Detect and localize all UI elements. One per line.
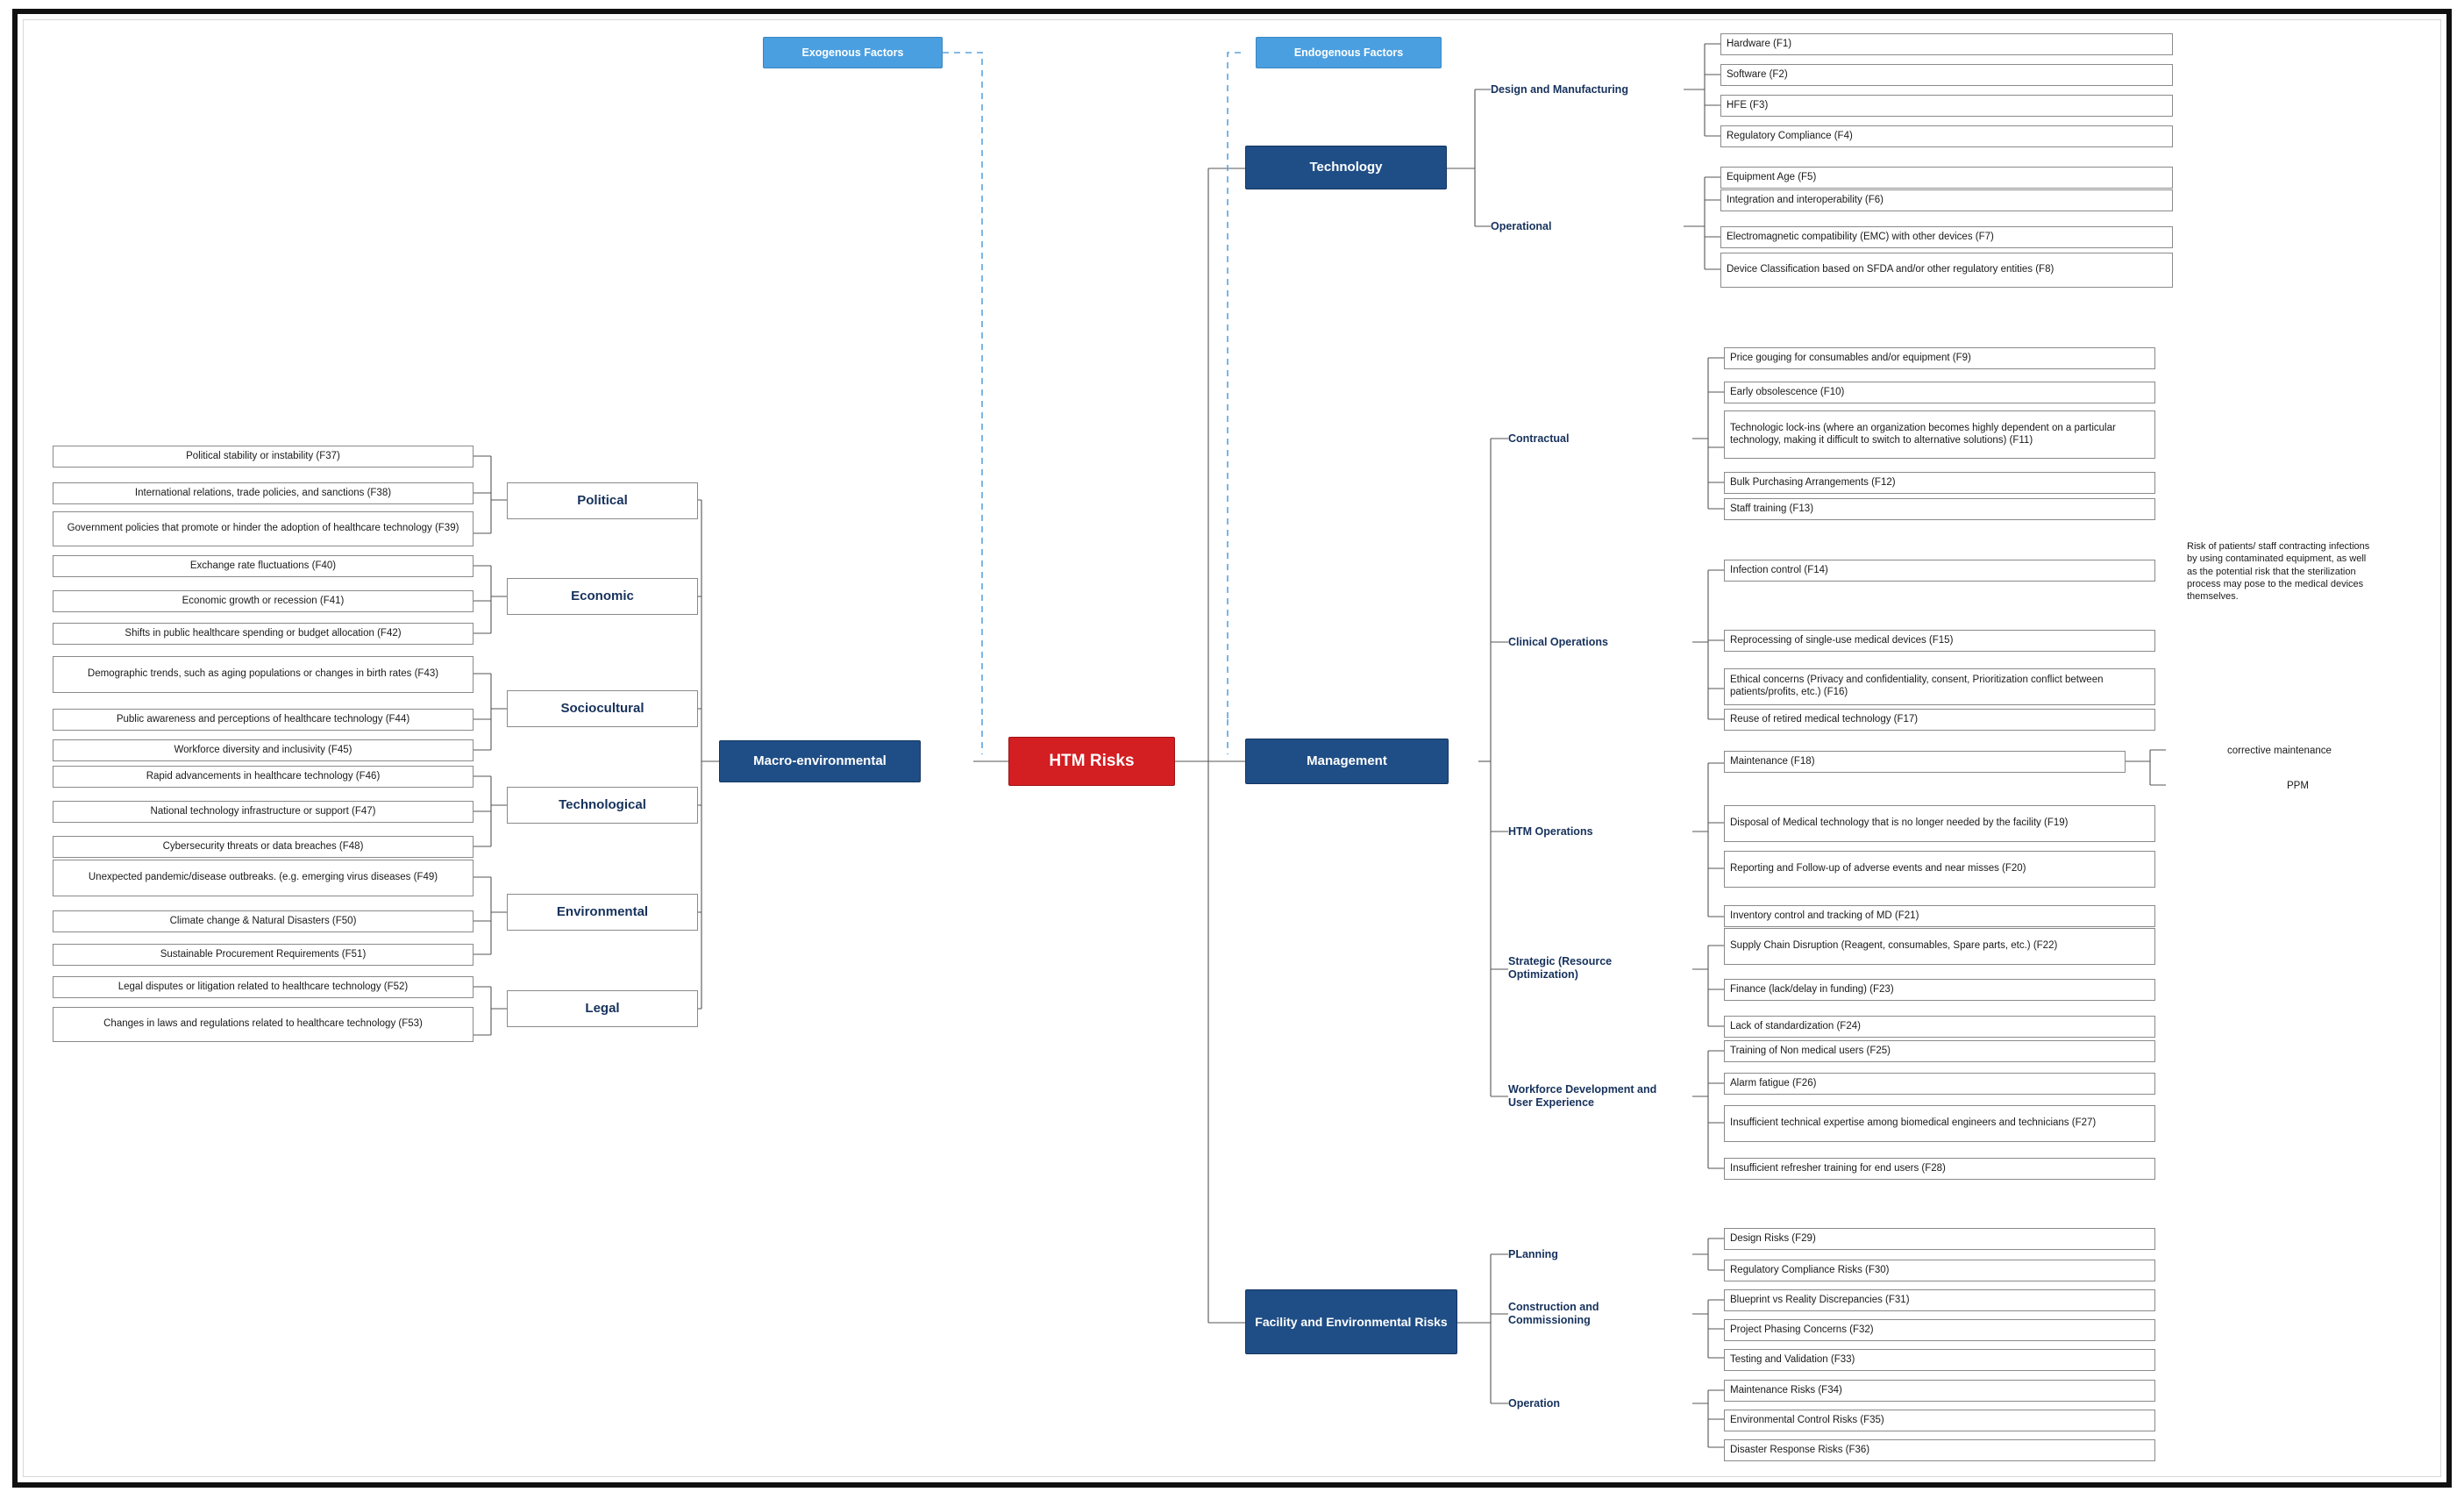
leaf-f25-label: Training of Non medical users (F25) [1730, 1045, 1891, 1056]
leaf-f28[interactable] [1724, 1158, 2155, 1180]
leaf-f31-label: Blueprint vs Reality Discrepancies (F31) [1730, 1294, 1910, 1305]
leaf-f30-label: Regulatory Compliance Risks (F30) [1730, 1264, 1890, 1275]
group-planning[interactable] [1508, 1244, 1684, 1265]
leaf-f14-label: Infection control (F14) [1730, 564, 1828, 575]
pestel-sociocultural[interactable] [507, 690, 698, 727]
leaf-f51-label: Sustainable Procurement Requirements (F51) [160, 948, 367, 960]
leaf-f19-label: Disposal of Medical technology that is no longer needed by the facility (F19) [1730, 817, 2069, 829]
leaf-f36-label: Disaster Response Risks (F36) [1730, 1444, 1870, 1455]
leaf-f24-label: Lack of standardization (F24) [1730, 1020, 1861, 1031]
leaf-f13[interactable] [1724, 498, 2155, 520]
leaf-f38[interactable] [53, 482, 474, 504]
pestel-legal[interactable] [507, 990, 698, 1027]
leaf-f41[interactable] [53, 590, 474, 612]
leaf-f16[interactable] [1724, 668, 2155, 705]
pestel-economic-label: Economic [571, 589, 634, 604]
leaf-f52[interactable] [53, 976, 474, 998]
leaf-f26[interactable] [1724, 1073, 2155, 1095]
group-operational[interactable] [1491, 216, 1679, 237]
leaf-f8[interactable] [1720, 253, 2173, 288]
leaf-f15[interactable] [1724, 630, 2155, 652]
group-design-and-manufacturing-label: Design and Manufacturing [1491, 82, 1628, 96]
leaf-f45-label: Workforce diversity and inclusivity (F45) [174, 744, 353, 755]
leaf-f20[interactable] [1724, 851, 2155, 888]
leaf-f31[interactable] [1724, 1289, 2155, 1311]
branch-facility-label: Facility and Environmental Risks [1255, 1314, 1448, 1329]
leaf-f27-label: Insufficient technical expertise among biomedical engineers and technicians (F27) [1730, 1117, 2097, 1129]
leaf-f37-label: Political stability or instability (F37) [186, 450, 340, 461]
leaf-f3[interactable] [1720, 95, 2173, 117]
pestel-economic[interactable] [507, 578, 698, 615]
leaf-f18-label: Maintenance (F18) [1730, 755, 1815, 767]
maintenance-ppm-label: PPM [2287, 781, 2309, 791]
leaf-f5-label: Equipment Age (F5) [1727, 171, 1817, 182]
leaf-f9-label: Price gouging for consumables and/or equipment (F9) [1730, 352, 1971, 363]
maintenance-corrective-label: corrective maintenance [2227, 746, 2332, 756]
leaf-f23-label: Finance (lack/delay in funding) (F23) [1730, 983, 1894, 995]
center-node-label: HTM Risks [1049, 751, 1135, 770]
leaf-f11[interactable] [1724, 410, 2155, 459]
group-operation-label: Operation [1508, 1396, 1561, 1410]
pestel-legal-label: Legal [585, 1001, 620, 1017]
pestel-sociocultural-label: Sociocultural [560, 701, 644, 717]
leaf-f12[interactable] [1724, 472, 2155, 494]
group-contractual[interactable] [1508, 428, 1684, 449]
pestel-environmental[interactable] [507, 894, 698, 931]
group-clinical-operations[interactable] [1508, 632, 1684, 653]
leaf-f48[interactable] [53, 836, 474, 858]
maintenance-subitem-ppm [2287, 780, 2309, 792]
leaf-f49[interactable] [53, 860, 474, 896]
leaf-f22-label: Supply Chain Disruption (Reagent, consumables, Spare parts, etc.) (F22) [1730, 940, 2058, 952]
leaf-f15-label: Reprocessing of single-use medical devices (F15) [1730, 634, 1954, 646]
leaf-f2-label: Software (F2) [1727, 68, 1788, 80]
leaf-f21[interactable] [1724, 905, 2155, 927]
leaf-f41-label: Economic growth or recession (F41) [182, 595, 345, 606]
leaf-f43[interactable] [53, 656, 474, 693]
leaf-f3-label: HFE (F3) [1727, 99, 1769, 111]
branch-technology-label: Technology [1309, 160, 1383, 175]
leaf-f7[interactable] [1720, 226, 2173, 248]
leaf-f52-label: Legal disputes or litigation related to healthcare technology (F52) [118, 981, 409, 992]
branch-macro-environmental[interactable] [719, 740, 921, 782]
leaf-f53[interactable] [53, 1007, 474, 1042]
infection-control-note [2187, 540, 2371, 603]
leaf-f29-label: Design Risks (F29) [1730, 1232, 1816, 1244]
group-planning-label: PLanning [1508, 1247, 1558, 1260]
leaf-f2[interactable] [1720, 64, 2173, 86]
leaf-f48-label: Cybersecurity threats or data breaches (F48) [162, 840, 364, 852]
leaf-f6[interactable] [1720, 189, 2173, 211]
leaf-f10-label: Early obsolescence (F10) [1730, 386, 1845, 397]
leaf-f38-label: International relations, trade policies, and sanctions (F38) [134, 487, 392, 498]
leaf-f34[interactable] [1724, 1380, 2155, 1402]
leaf-f18-maintenance[interactable] [1724, 751, 2126, 773]
branch-technology[interactable] [1245, 146, 1447, 189]
leaf-f32[interactable] [1724, 1319, 2155, 1341]
leaf-f9[interactable] [1724, 347, 2155, 369]
pestel-environmental-label: Environmental [556, 904, 649, 920]
group-htm-operations[interactable] [1508, 821, 1684, 842]
branch-management-label: Management [1307, 753, 1387, 769]
leaf-f13-label: Staff training (F13) [1730, 503, 1814, 514]
group-design-and-manufacturing[interactable] [1491, 79, 1679, 100]
flag-endogenous-label: Endogenous Factors [1293, 46, 1404, 59]
leaf-f26-label: Alarm fatigue (F26) [1730, 1077, 1817, 1089]
leaf-f39-label: Government policies that promote or hinder the adoption of healthcare technology (F39) [67, 523, 459, 534]
leaf-f32-label: Project Phasing Concerns (F32) [1730, 1324, 1874, 1335]
maintenance-subitem-corrective [2227, 745, 2332, 757]
group-construction-label: Construction and Commissioning [1508, 1301, 1599, 1326]
leaf-f47-label: National technology infrastructure or support (F47) [150, 805, 376, 817]
leaf-f4-label: Regulatory Compliance (F4) [1727, 130, 1853, 141]
flag-endogenous-factors[interactable] [1256, 37, 1442, 68]
leaf-f43-label: Demographic trends, such as aging populations or changes in birth rates (F43) [87, 668, 439, 680]
branch-macro-label: Macro-environmental [753, 753, 887, 769]
leaf-f25[interactable] [1724, 1040, 2155, 1062]
group-operation[interactable] [1508, 1393, 1684, 1414]
leaf-f51[interactable] [53, 944, 474, 966]
leaf-f1-label: Hardware (F1) [1727, 38, 1792, 49]
leaf-f4[interactable] [1720, 125, 2173, 147]
pestel-technological[interactable] [507, 787, 698, 824]
leaf-f21-label: Inventory control and tracking of MD (F21) [1730, 910, 1919, 921]
leaf-f35-label: Environmental Control Risks (F35) [1730, 1414, 1884, 1425]
leaf-f5[interactable] [1720, 167, 2173, 189]
group-workforce-label: Workforce Development and User Experience [1508, 1083, 1657, 1109]
leaf-f17-label: Reuse of retired medical technology (F17) [1730, 713, 1919, 725]
leaf-f36[interactable] [1724, 1439, 2155, 1461]
leaf-f24[interactable] [1724, 1016, 2155, 1038]
leaf-f20-label: Reporting and Follow-up of adverse events and near misses (F20) [1730, 863, 2026, 874]
leaf-f35[interactable] [1724, 1410, 2155, 1431]
leaf-f6-label: Integration and interoperability (F6) [1727, 194, 1884, 205]
group-workforce-development-user-experience[interactable] [1508, 1077, 1680, 1116]
leaf-f33[interactable] [1724, 1349, 2155, 1371]
leaf-f11-label: Technologic lock-ins (where an organization becomes highly dependent on a particular technology, making it difficult to switch to alternative solutions) (F11) [1730, 422, 2116, 446]
group-strategic-resource-optimization[interactable] [1508, 949, 1680, 988]
leaf-f30[interactable] [1724, 1260, 2155, 1281]
leaf-f42[interactable] [53, 623, 474, 645]
leaf-f46[interactable] [53, 766, 474, 788]
leaf-f29[interactable] [1724, 1228, 2155, 1250]
leaf-f10[interactable] [1724, 382, 2155, 403]
leaf-f44-label: Public awareness and perceptions of healthcare technology (F44) [116, 713, 410, 725]
leaf-f40[interactable] [53, 555, 474, 577]
leaf-f8-label: Device Classification based on SFDA and/or other regulatory entities (F8) [1727, 264, 2055, 275]
leaf-f14[interactable] [1724, 560, 2155, 582]
leaf-f1[interactable] [1720, 33, 2173, 55]
leaf-f46-label: Rapid advancements in healthcare technology (F46) [146, 770, 381, 782]
leaf-f45[interactable] [53, 739, 474, 761]
leaf-f22[interactable] [1724, 928, 2155, 965]
leaf-f7-label: Electromagnetic compatibility (EMC) with other devices (F7) [1727, 231, 1994, 242]
group-contractual-label: Contractual [1508, 432, 1570, 445]
leaf-f28-label: Insufficient refresher training for end users (F28) [1730, 1162, 1946, 1174]
group-clinical-operations-label: Clinical Operations [1508, 635, 1608, 648]
leaf-f17[interactable] [1724, 709, 2155, 731]
pestel-political[interactable] [507, 482, 698, 519]
leaf-f19[interactable] [1724, 805, 2155, 842]
leaf-f47[interactable] [53, 801, 474, 823]
leaf-f40-label: Exchange rate fluctuations (F40) [189, 560, 337, 571]
leaf-f34-label: Maintenance Risks (F34) [1730, 1384, 1842, 1395]
group-strategic-label: Strategic (Resource Optimization) [1508, 955, 1613, 981]
pestel-political-label: Political [577, 493, 628, 509]
leaf-f49-label: Unexpected pandemic/disease outbreaks. (e.g. emerging virus diseases (F49) [88, 872, 438, 883]
group-construction-and-commissioning[interactable] [1508, 1295, 1675, 1333]
leaf-f42-label: Shifts in public healthcare spending or budget allocation (F42) [125, 627, 402, 639]
center-node-htm-risks[interactable] [1008, 737, 1175, 786]
leaf-f16-label: Ethical concerns (Privacy and confidentiality, consent, Prioritization conflict between patients/profits, etc.) (F16) [1730, 675, 2104, 697]
leaf-f50-label: Climate change & Natural Disasters (F50) [169, 915, 357, 926]
group-htm-operations-label: HTM Operations [1508, 824, 1593, 838]
leaf-f50[interactable] [53, 910, 474, 932]
leaf-f39[interactable] [53, 511, 474, 546]
group-operational-label: Operational [1491, 219, 1552, 232]
leaf-f23[interactable] [1724, 979, 2155, 1001]
branch-facility-environmental[interactable] [1245, 1289, 1457, 1354]
leaf-f12-label: Bulk Purchasing Arrangements (F12) [1730, 476, 1896, 488]
leaf-f53-label: Changes in laws and regulations related to healthcare technology (F53) [103, 1018, 423, 1030]
leaf-f27[interactable] [1724, 1105, 2155, 1142]
branch-management[interactable] [1245, 739, 1449, 784]
flag-exogenous-label: Exogenous Factors [801, 46, 904, 59]
pestel-technological-label: Technological [559, 797, 646, 813]
leaf-f37[interactable] [53, 446, 474, 468]
infection-control-note-text: Risk of patients/ staff contracting infections by using contaminated equipment, as well as the potential risk that the sterilization process may pose to the medical devices themselves. [2187, 541, 2370, 603]
leaf-f33-label: Testing and Validation (F33) [1730, 1353, 1855, 1365]
flag-exogenous-factors[interactable] [763, 37, 943, 68]
leaf-f44[interactable] [53, 709, 474, 731]
